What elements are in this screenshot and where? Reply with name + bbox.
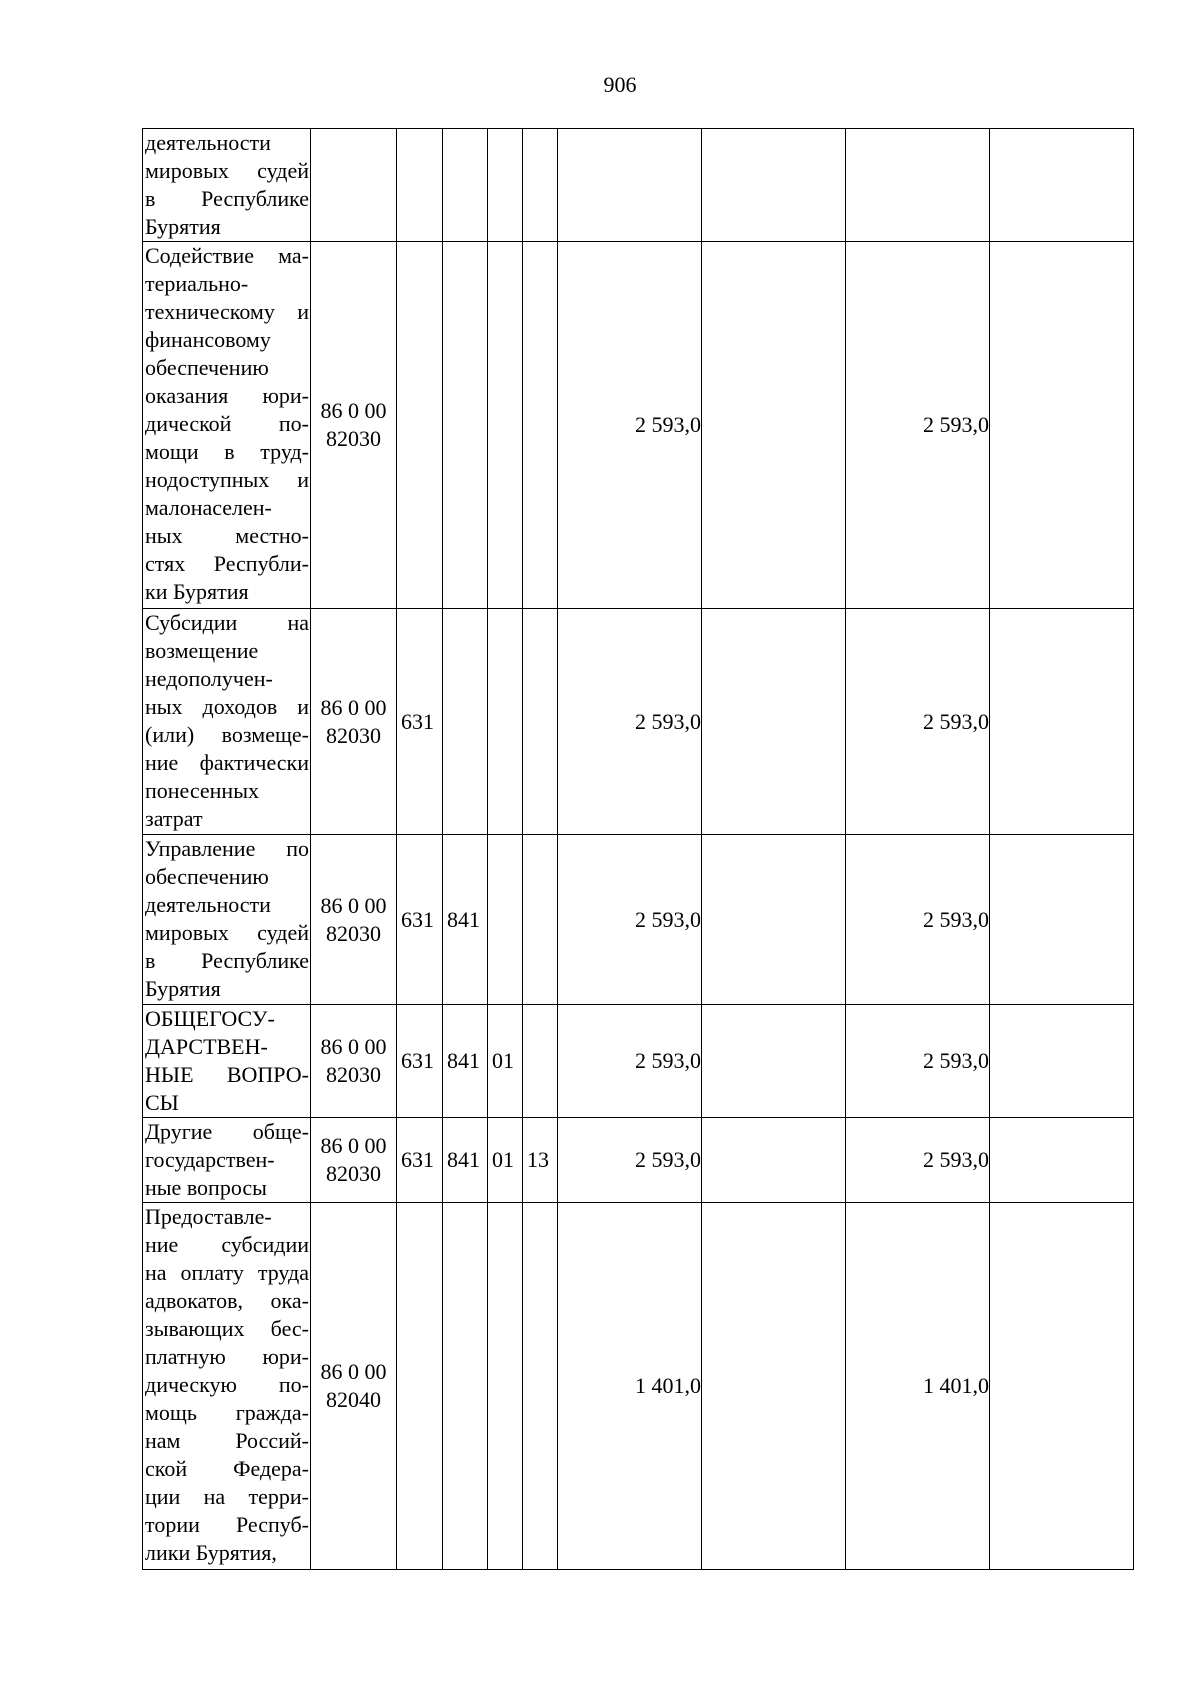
subsection-cell <box>523 129 558 242</box>
row-name-cell <box>143 835 311 1005</box>
target-code-line: 86 0 00 <box>320 1359 387 1384</box>
target-code-line: 86 0 00 <box>320 892 387 918</box>
row-name-line: обеспечению <box>145 355 269 380</box>
empty-cell <box>990 609 1134 835</box>
row-name-cell <box>143 1203 311 1570</box>
row-name-line: ки Бурятия <box>145 579 249 604</box>
row-name-line: малонаселен- <box>145 495 272 520</box>
target-code-line: 82030 <box>326 1062 381 1087</box>
ved-cell <box>443 1203 488 1570</box>
subsection-cell <box>523 835 558 1005</box>
section-cell: 01 <box>488 1005 523 1118</box>
row-name-line: ние субсидии <box>145 1232 309 1257</box>
row-name-line: адвокатов, ока- <box>145 1288 309 1313</box>
amount-cell-1: 2 593,0 <box>558 835 702 1005</box>
row-name-line: стях Республи- <box>145 551 309 576</box>
amount-cell-2: 2 593,0 <box>846 1005 990 1118</box>
amount-cell-2: 2 593,0 <box>846 609 990 835</box>
row-name-line: ные вопросы <box>145 1175 267 1200</box>
target-code-cell <box>311 129 397 242</box>
empty-cell <box>990 1118 1134 1203</box>
target-code-cell <box>311 1203 397 1570</box>
target-code-cell <box>311 1118 397 1203</box>
empty-cell <box>702 1118 846 1203</box>
amount-cell-2 <box>846 129 990 242</box>
grbs-cell: 631 <box>397 609 443 835</box>
row-name-line: недополучен- <box>145 666 273 691</box>
target-code-line: 86 0 00 <box>320 1034 387 1059</box>
table-row <box>143 129 1134 242</box>
target-code-line: 82040 <box>326 1387 381 1412</box>
section-cell <box>488 835 523 1005</box>
amount-cell-1: 2 593,0 <box>558 1005 702 1118</box>
ved-cell: 841 <box>443 1005 488 1118</box>
empty-cell <box>702 1005 846 1118</box>
row-name-line: финансовому <box>145 327 271 352</box>
row-name-line: Предоставле- <box>145 1204 272 1229</box>
empty-cell <box>990 835 1134 1005</box>
page-number: 906 <box>603 72 637 97</box>
grbs-cell <box>397 1203 443 1570</box>
ved-cell: 841 <box>443 835 488 1005</box>
subsection-cell <box>523 1005 558 1118</box>
empty-cell <box>990 1203 1134 1570</box>
row-name-line: (или) возмеще- <box>145 722 309 747</box>
target-code-line: 86 0 00 <box>320 398 387 423</box>
ved-cell <box>443 129 488 242</box>
amount-cell-2: 2 593,0 <box>846 242 990 609</box>
row-name-line: мощи в труд- <box>145 439 309 464</box>
row-name-line: ных доходов и <box>145 694 309 719</box>
subsection-cell <box>523 1203 558 1570</box>
empty-cell <box>702 129 846 242</box>
row-name-line: ции на терри- <box>145 1484 309 1509</box>
target-code-cell <box>311 609 397 835</box>
ved-cell <box>443 609 488 835</box>
row-name-line: НЫЕ ВОПРО- <box>145 1062 309 1087</box>
section-cell: 01 <box>488 1118 523 1203</box>
row-name-line: государствен- <box>145 1147 275 1172</box>
section-cell <box>488 1203 523 1570</box>
amount-cell-1: 1 401,0 <box>558 1203 702 1570</box>
row-name-line: ние фактически <box>145 750 309 775</box>
section-cell <box>488 129 523 242</box>
row-name-cell <box>143 609 311 835</box>
row-name-line: деятельности <box>145 892 271 917</box>
row-name-line: в Республике <box>145 948 309 973</box>
row-name-line: мировых судей <box>145 920 309 945</box>
table-body <box>143 129 1134 1570</box>
row-name-line: тории Респуб- <box>145 1512 309 1537</box>
target-code-line: 82030 <box>326 426 381 451</box>
empty-cell <box>702 1203 846 1570</box>
row-name-line: оказания юри- <box>145 383 309 408</box>
row-name-line: мировых судей <box>145 158 309 183</box>
row-name-line: лики Бурятия, <box>145 1540 277 1565</box>
subsection-cell <box>523 609 558 835</box>
empty-cell <box>990 242 1134 609</box>
amount-cell-1: 2 593,0 <box>558 242 702 609</box>
target-code-line: 82030 <box>326 920 381 946</box>
row-name-line: затрат <box>145 806 203 831</box>
target-code-cell <box>311 242 397 609</box>
row-name-line: СЫ <box>145 1090 179 1115</box>
budget-table <box>142 128 1134 1570</box>
table-row <box>143 609 1134 835</box>
empty-cell <box>702 835 846 1005</box>
row-name-line: Содействие ма- <box>145 243 309 268</box>
empty-cell <box>702 609 846 835</box>
table-row <box>143 1203 1134 1570</box>
row-name-cell <box>143 1118 311 1203</box>
row-name-line: мощь гражда- <box>145 1400 309 1425</box>
subsection-cell <box>523 242 558 609</box>
grbs-cell: 631 <box>397 835 443 1005</box>
target-code-line: 86 0 00 <box>320 694 387 720</box>
row-name-cell <box>143 129 311 242</box>
row-name-line: Бурятия <box>145 976 221 1001</box>
target-code-line: 82030 <box>326 1161 381 1186</box>
grbs-cell: 631 <box>397 1118 443 1203</box>
amount-cell-1 <box>558 129 702 242</box>
row-name-line: Субсидии на <box>145 610 309 635</box>
table-row <box>143 835 1134 1005</box>
empty-cell <box>990 1005 1134 1118</box>
row-name-cell <box>143 242 311 609</box>
row-name-line: зывающих бес- <box>145 1316 309 1341</box>
grbs-cell <box>397 242 443 609</box>
table-row <box>143 1118 1134 1203</box>
target-code-cell <box>311 835 397 1005</box>
target-code-cell <box>311 1005 397 1118</box>
empty-cell <box>990 129 1134 242</box>
section-cell <box>488 609 523 835</box>
row-name-line: нодоступных и <box>145 467 309 492</box>
row-name-line: ных местно- <box>145 523 309 548</box>
amount-cell-1: 2 593,0 <box>558 609 702 835</box>
amount-cell-2: 1 401,0 <box>846 1203 990 1570</box>
row-name-line: деятельности <box>145 130 271 155</box>
row-name-line: ДАРСТВЕН- <box>145 1034 268 1059</box>
row-name-line: ской Федера- <box>145 1456 309 1481</box>
row-name-line: Другие обще- <box>145 1119 309 1144</box>
row-name-line: Управление по <box>145 836 309 861</box>
row-name-line: териально- <box>145 271 249 296</box>
target-code-line: 86 0 00 <box>320 1133 387 1158</box>
ved-cell: 841 <box>443 1118 488 1203</box>
row-name-cell <box>143 1005 311 1118</box>
row-name-line: дической по- <box>145 411 309 436</box>
row-name-line: платную юри- <box>145 1344 309 1369</box>
row-name-line: возмещение <box>145 638 259 663</box>
table-row <box>143 1005 1134 1118</box>
row-name-line: понесенных <box>145 778 259 803</box>
grbs-cell: 631 <box>397 1005 443 1118</box>
amount-cell-2: 2 593,0 <box>846 1118 990 1203</box>
target-code-line: 82030 <box>326 722 381 748</box>
table-row <box>143 242 1134 609</box>
row-name-line: Бурятия <box>145 214 221 239</box>
subsection-cell: 13 <box>523 1118 558 1203</box>
row-name-line: обеспечению <box>145 864 269 889</box>
row-name-line: на оплату труда <box>145 1260 309 1285</box>
amount-cell-2: 2 593,0 <box>846 835 990 1005</box>
amount-cell-1: 2 593,0 <box>558 1118 702 1203</box>
grbs-cell <box>397 129 443 242</box>
empty-cell <box>702 242 846 609</box>
row-name-line: в Республике <box>145 186 309 211</box>
ved-cell <box>443 242 488 609</box>
row-name-line: дическую по- <box>145 1372 309 1397</box>
row-name-line: нам Россий- <box>145 1428 309 1453</box>
section-cell <box>488 242 523 609</box>
row-name-line: ОБЩЕГОСУ- <box>145 1006 275 1031</box>
row-name-line: техническому и <box>145 299 309 324</box>
